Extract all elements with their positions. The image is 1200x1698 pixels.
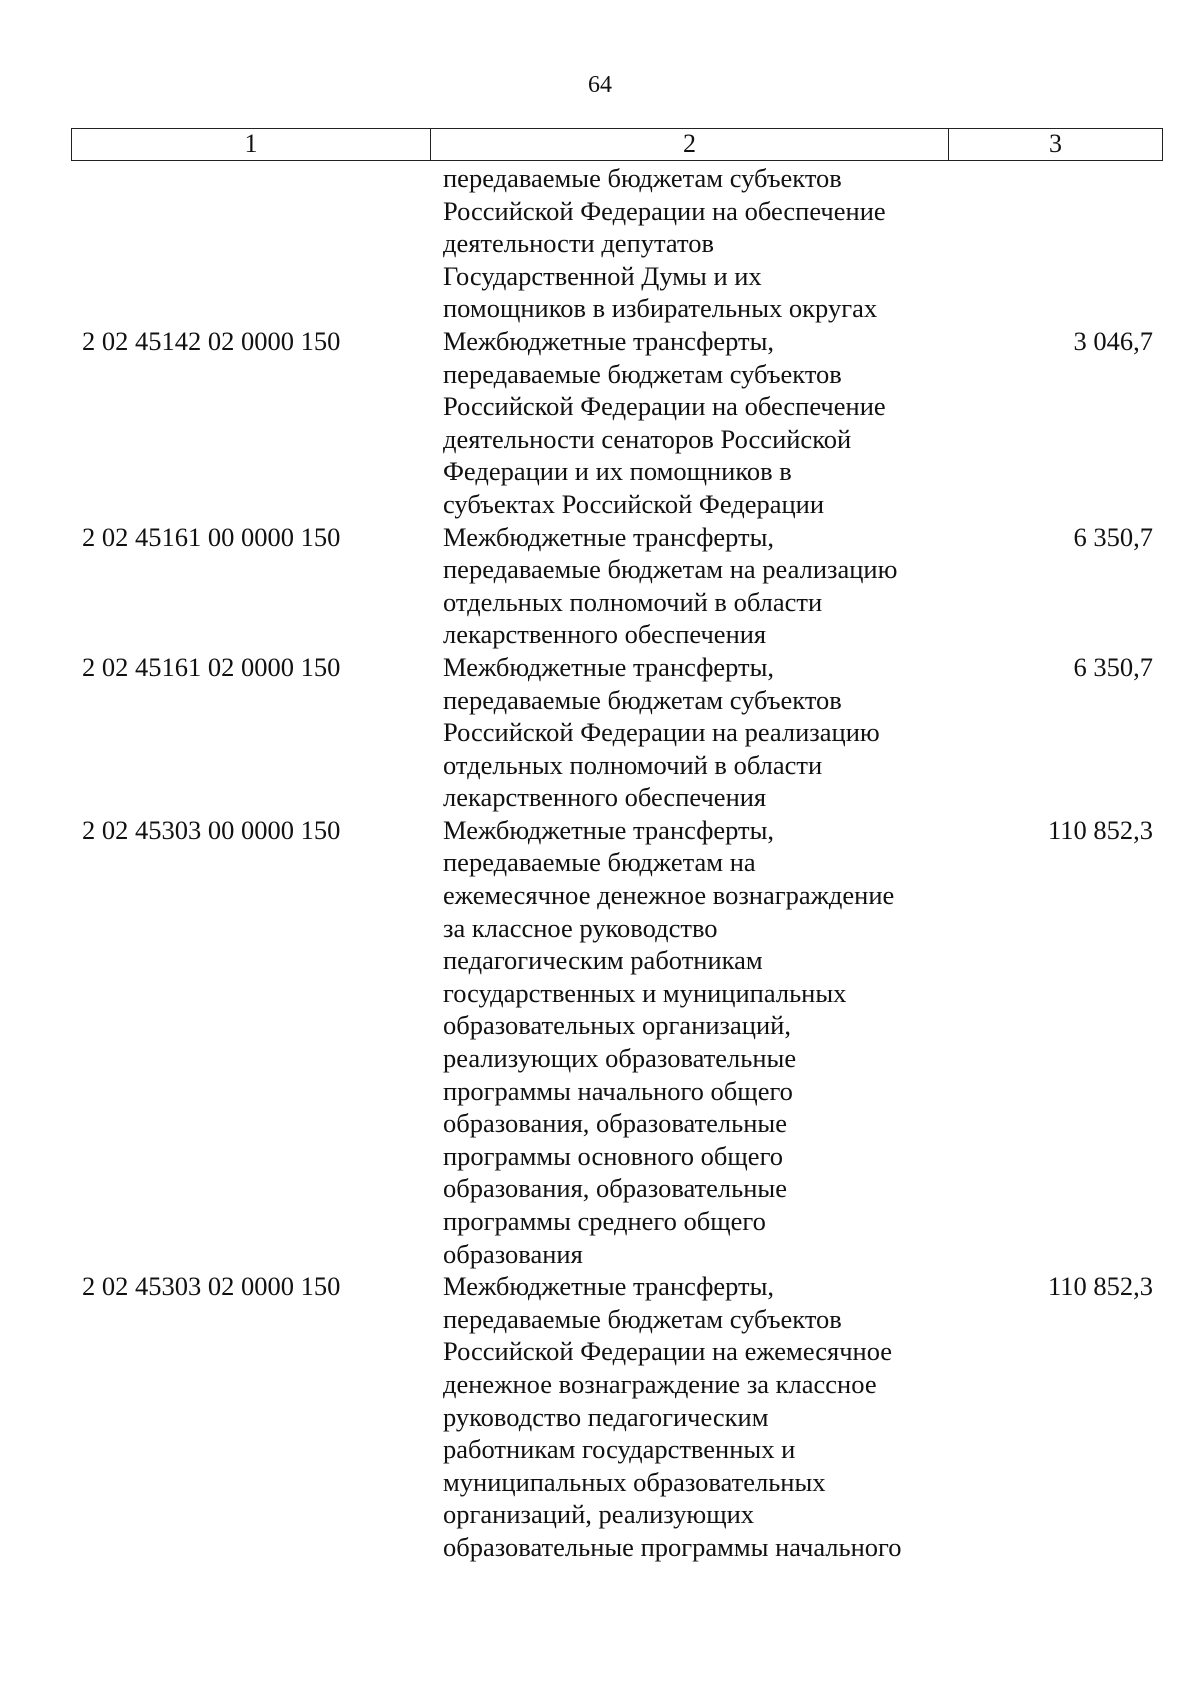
table-row [71, 814, 1163, 1270]
budget-code: 2 02 45303 02 0000 150 [82, 1271, 341, 1302]
amount: 6 350,7 [1073, 651, 1153, 682]
table-row [71, 1270, 1163, 1563]
amount: 110 852,3 [1047, 814, 1153, 845]
transfer-description: Межбюджетные трансферты, передаваемые бюджетам субъектов Российской Федерации на ежемесячное денежное вознаграждение за классное руководство педагогическим работникам государственных и муниципальных образовательных организаций, реализующих образовательные программы начального [443, 1271, 902, 1562]
budget-code: 2 02 45161 02 0000 150 [82, 651, 341, 682]
transfer-description: Межбюджетные трансферты, передаваемые бюджетам субъектов Российской Федерации на обеспечение деятельности сенаторов Российской Федерации и их помощников в субъектах Российской Федерации [443, 325, 886, 519]
transfer-description: Межбюджетные трансферты, передаваемые бюджетам субъектов Российской Федерации на реализацию отдельных полномочий в области лекарственного обеспечения [443, 651, 880, 813]
transfer-description: Межбюджетные трансферты, передаваемые бюджетам на ежемесячное денежное вознаграждение за классное руководство педагогическим работникам государственных и муниципальных образовательных организаций, реализующих образовательные программы начального общего образования, образовательные программы основного общего образования, образовательные программы среднего общего образования [443, 814, 895, 1269]
table-body [71, 162, 1163, 1564]
page-number: 64 [588, 72, 612, 98]
amount: 6 350,7 [1073, 521, 1153, 552]
amount: 110 852,3 [1047, 1271, 1153, 1302]
table-row [71, 162, 1163, 325]
transfer-description: Межбюджетные трансферты, передаваемые бюджетам на реализацию отдельных полномочий в области лекарственного обеспечения [443, 521, 898, 650]
transfer-description: передаваемые бюджетам субъектов Российской Федерации на обеспечение деятельности депутатов Государственной Думы и их помощников в избирательных округах [443, 163, 886, 324]
table-row [71, 521, 1163, 651]
budget-code: 2 02 45303 00 0000 150 [82, 814, 341, 845]
table-header [71, 128, 1163, 161]
amount: 3 046,7 [1073, 325, 1153, 356]
table-row [71, 651, 1163, 814]
column-header-2: 2 [431, 129, 949, 160]
column-header-3: 3 [1049, 129, 1062, 158]
column-header-1: 1 [72, 129, 431, 160]
budget-code: 2 02 45161 00 0000 150 [82, 521, 341, 552]
budget-code: 2 02 45142 02 0000 150 [82, 325, 341, 356]
table-row [71, 325, 1163, 521]
